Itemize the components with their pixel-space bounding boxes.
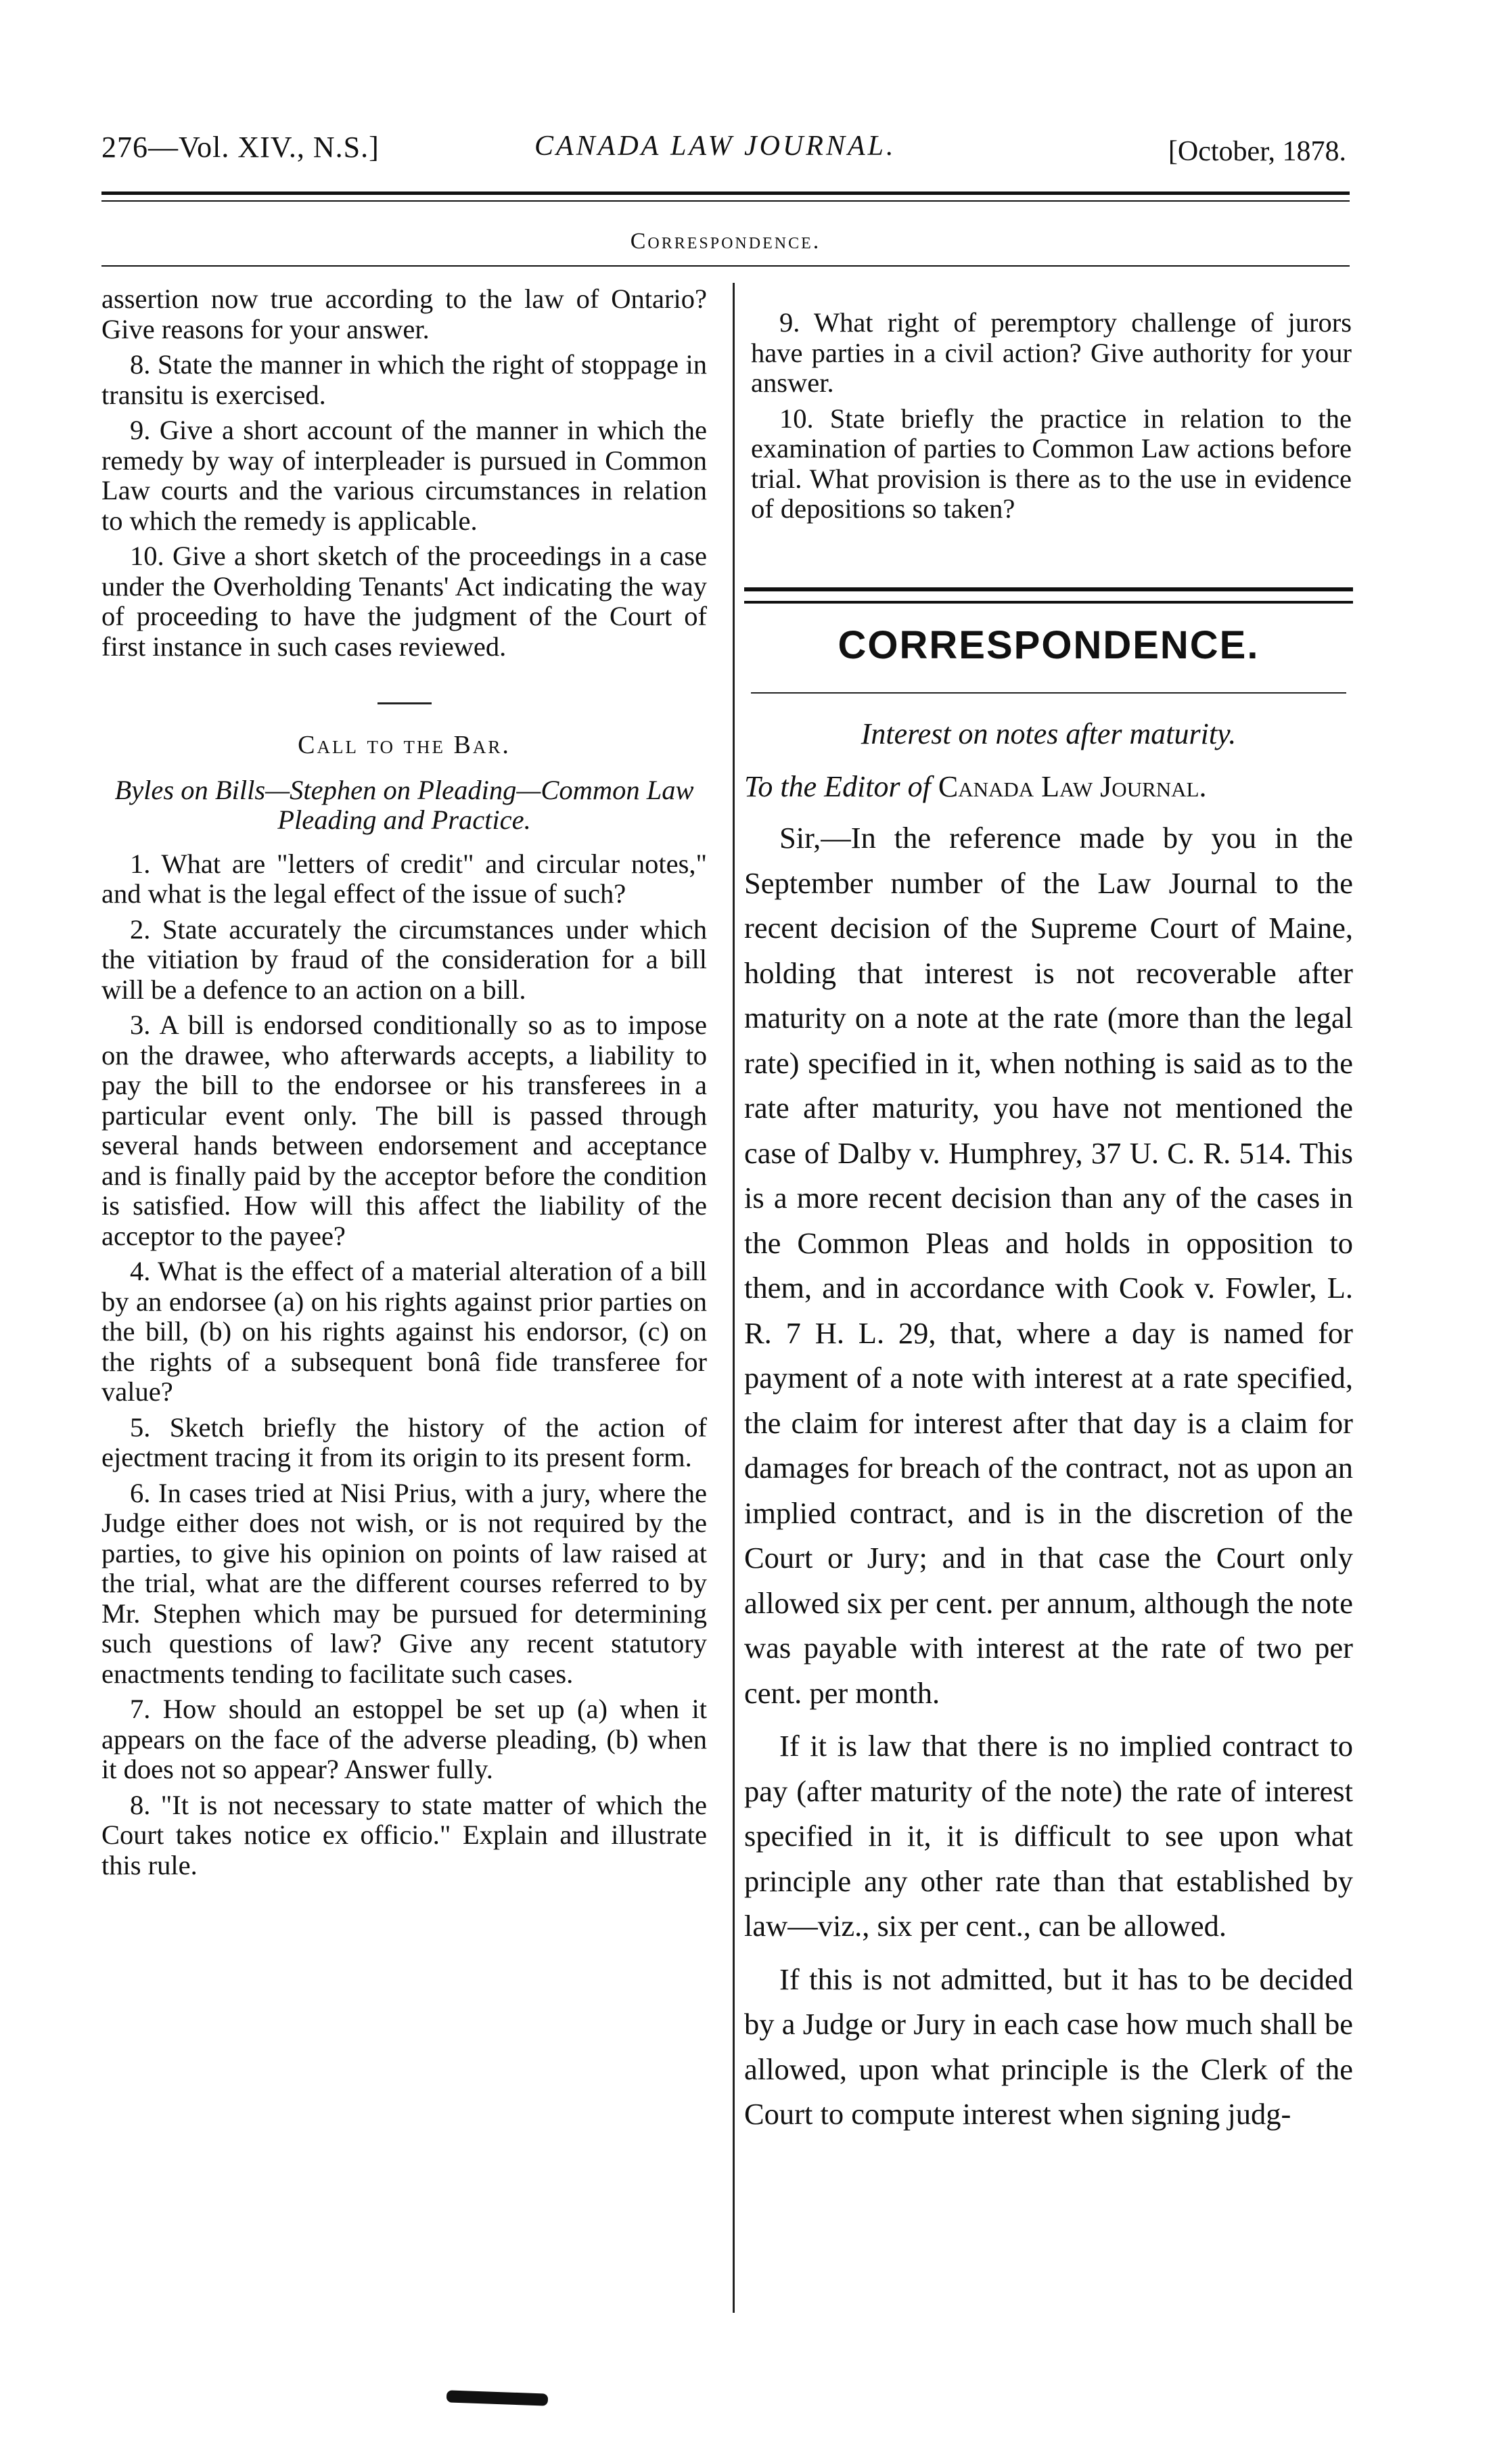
title-rule (751, 692, 1346, 694)
volume-label: 276—Vol. XIV., N.S.] (101, 131, 380, 164)
bar-question-3: 3. A bill is endorsed conditionally so as to impose on the drawee, who afterwards accepts, a liability to pay the bill to the endorsee or his transferees in a particular event only. The bill is passed through several hands between endorsement and acceptance and is finally paid by the acceptor before the condition is satisfied. How will this affect the liability of the acceptor to the payee? (101, 1010, 707, 1251)
letter-paragraph-1: Sir,—In the reference made by you in the September number of the Law Journal to the recent decision of the Supreme Court of Maine, holding that interest is not recoverable after maturity on a note at the rate (more than the legal rate) specified in it, when nothing is said as to the rate after maturity, you have not mentioned the case of Dalby v. Humphrey, 37 U. C. R. 514. This is a more recent decision than any of the cases in the Common Pleas and holds in opposition to them, and in accordance with Cook v. Fowler, L. R. 7 H. L. 29, that, where a day is named for payment of a note with interest at a rate specified, the claim for interest after that day is a claim for damages for breach of the contract, not as upon an implied contract, and is in the discretion of the Court or Jury; and in that case the Court only allowed six per cent. per annum, although the note was payable with interest at the rate of two per cent. per month. (744, 821, 1353, 1710)
section-rule (101, 265, 1350, 267)
exam-subjects: Byles on Bills—Stephen on Pleading—Common Law Pleading and Practice. (114, 774, 694, 835)
correspondence-section (744, 587, 1353, 2137)
bar-question-1: 1. What are "letters of credit" and circular notes," and what is the legal effect of the issue of such? (101, 848, 707, 909)
bar-question-5: 5. Sketch briefly the history of the action of ejectment tracing it from its origin to its present form. (101, 1411, 707, 1472)
bar-question-7: 7. How should an estoppel be set up (a) when it appears on the face of the adverse pleading, (b) when it does not so appear? Answer fully. (101, 1694, 707, 1784)
letter-salutation-line (744, 767, 1353, 807)
exam-question-9: 9. Give a short account of the manner in which the remedy by way of interpleader is pursued in Common Law courts and the various circumstances in relation to which the remedy is applicable. (101, 415, 707, 536)
to-editor-prefix: To the Editor of (744, 770, 938, 803)
column-divider (733, 283, 735, 2313)
journal-title: CANADA LAW JOURNAL. (534, 131, 896, 162)
exam-question-continued: assertion now true according to the law of Ontario? Give reasons for your answer. (101, 284, 707, 344)
header-rule-bottom (101, 200, 1350, 202)
separator-rule (377, 702, 432, 704)
ink-smudge (446, 2390, 549, 2405)
header-rule-top (101, 191, 1350, 195)
exam-question-9-right: 9. What right of peremptory challenge of jurors have parties in a civil action? Give authority for your answer. (751, 307, 1352, 398)
right-column-questions (751, 308, 1352, 530)
letter-paragraph-3: If this is not admitted, but it has to be decided by a Judge or Jury in each case how much shall be allowed, upon what principle is the Clerk of the Court to compute interest when signing judg- (744, 1962, 1353, 2131)
section-header: Correspondence. (630, 229, 821, 254)
letter-paragraph-2: If it is law that there is no implied contract to pay (after maturity of the note) the rate of interest specified in it, it is difficult to see upon what principle any other rate than that established by law—viz., six per cent., can be allowed. (744, 1729, 1353, 1943)
exam-question-8: 8. State the manner in which the right of stoppage in transitu is exercised. (101, 349, 707, 410)
correspondence-title: CORRESPONDENCE. (838, 623, 1260, 667)
bar-question-6: 6. In cases tried at Nisi Prius, with a jury, where the Judge either does not wish, or is not required by the parties, to give his opinion on points of law raised at the trial, what are the different courses referred to by Mr. Stephen which may be pursued for determining such questions of law? Give any recent statutory enactments tending to facilitate such cases. (101, 1477, 707, 1689)
running-header (101, 130, 1346, 184)
bar-question-4: 4. What is the effect of a material alteration of a bill by an endorsee (a) on his rights against prior parties on the bill, (b) on his rights against his endorsor, (c) on the rights of a subsequent bonâ fide transferee for value? (101, 1256, 707, 1407)
bar-question-2: 2. State accurately the circumstances under which the vitiation by fraud of the consideration for a bill will be a defence to an action on a bill. (101, 913, 707, 1005)
bar-question-8: 8. "It is not necessary to state matter of which the Court takes notice ex officio." Explain and illustrate this rule. (101, 1789, 707, 1880)
letter-body (744, 815, 1353, 2137)
letter-subject: Interest on notes after maturity. (861, 717, 1237, 750)
double-rule (744, 587, 1353, 604)
exam-question-10-right: 10. State briefly the practice in relation to the examination of parties to Common Law actions before trial. What provision is there as to the use in evidence of depositions so taken? (751, 403, 1352, 524)
exam-question-10: 10. Give a short sketch of the proceedings in a case under the Overholding Tenants' Act indicating the way of proceeding to have the judgment of the Court of first instance in such cases reviewed. (101, 541, 707, 662)
issue-date: [October, 1878. (1168, 136, 1346, 167)
journal-name: Canada Law Journal. (938, 770, 1207, 803)
call-to-bar-heading: Call to the Bar. (298, 731, 511, 759)
left-column (101, 284, 707, 1886)
